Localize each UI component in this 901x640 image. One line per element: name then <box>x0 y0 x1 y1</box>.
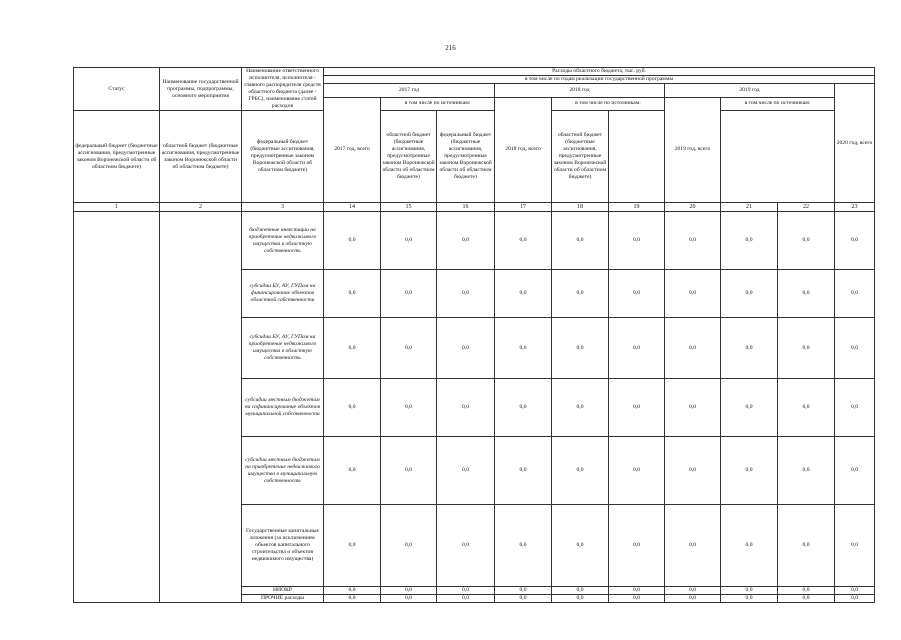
header-total-2020: 2020 год, всего <box>835 84 875 203</box>
row-value: 0,0 <box>437 437 495 505</box>
row-value: 0,0 <box>324 437 381 505</box>
table-row <box>74 212 875 270</box>
row-value: 0,0 <box>381 505 437 587</box>
row-value: 0,0 <box>665 595 721 603</box>
col-number: 23 <box>835 203 875 212</box>
row-value: 0,0 <box>721 270 778 318</box>
row-value: 0,0 <box>324 595 381 603</box>
col-number: 17 <box>495 203 552 212</box>
header-sources-2018: в том числе по источникам: <box>552 97 665 111</box>
header-status: Статус <box>74 68 160 111</box>
row-value: 0,0 <box>778 437 835 505</box>
row-value: 0,0 <box>778 270 835 318</box>
row-value: 0,0 <box>437 212 495 270</box>
row-value: 0,0 <box>552 595 609 603</box>
row-value: 0,0 <box>437 270 495 318</box>
row-value: 0,0 <box>495 318 552 379</box>
col-number: 22 <box>778 203 835 212</box>
col-number: 1 <box>74 203 160 212</box>
header-program-name: Наименование государственной программы, подпрограммы, основного мероприятия <box>160 68 242 111</box>
row-value: 0,0 <box>609 587 665 595</box>
row-value: 0,0 <box>609 437 665 505</box>
row-value: 0,0 <box>495 270 552 318</box>
row-value: 0,0 <box>324 318 381 379</box>
col-number: 3 <box>242 203 324 212</box>
row-value: 0,0 <box>778 505 835 587</box>
row-value: 0,0 <box>324 505 381 587</box>
col-number: 19 <box>609 203 665 212</box>
row-label: Государственные капитальные вложения (за исключением объектов капитального строительства и объектов недвижимого имущества) <box>242 505 324 587</box>
header-federal-2019: федеральный бюджет (бюджетные ассигнования, предусмотренные законом Воронежской области об областном бюджете) <box>437 111 495 203</box>
row-label: субсидии БУ, АУ, ГУПам на приобретение недвижимого имущества в областную собственность <box>242 318 324 379</box>
row-label: НИОКР <box>242 587 324 595</box>
budget-table <box>73 67 875 603</box>
row-value: 0,0 <box>381 437 437 505</box>
header-executor-name: Наименование ответственного исполнителя, исполнителя - главного распорядителя средств областного бюджета (далее - ГРБС), наименование статей расходов <box>242 68 324 111</box>
row-value: 0,0 <box>552 212 609 270</box>
row-value: 0,0 <box>835 212 875 270</box>
row-value: 0,0 <box>381 595 437 603</box>
col-number: 15 <box>381 203 437 212</box>
row-value: 0,0 <box>495 379 552 437</box>
row-value: 0,0 <box>721 318 778 379</box>
row-value: 0,0 <box>778 379 835 437</box>
row-value: 0,0 <box>665 587 721 595</box>
row-value: 0,0 <box>552 437 609 505</box>
row-value: 0,0 <box>778 318 835 379</box>
row-value: 0,0 <box>609 318 665 379</box>
col-number: 2 <box>160 203 242 212</box>
row-value: 0,0 <box>437 379 495 437</box>
row-value: 0,0 <box>835 595 875 603</box>
row-value: 0,0 <box>381 379 437 437</box>
row-value: 0,0 <box>835 270 875 318</box>
row-value: 0,0 <box>778 212 835 270</box>
row-value: 0,0 <box>552 379 609 437</box>
row-value: 0,0 <box>835 587 875 595</box>
col-number: 18 <box>552 203 609 212</box>
header-regional-2019: областной бюджет (бюджетные ассигнования, предусмотренные законом Воронежской области об областном бюджете) <box>552 111 609 203</box>
row-value: 0,0 <box>609 505 665 587</box>
col-number: 14 <box>324 203 381 212</box>
row-value: 0,0 <box>324 379 381 437</box>
row-value: 0,0 <box>665 270 721 318</box>
row-value: 0,0 <box>835 379 875 437</box>
row-value: 0,0 <box>324 212 381 270</box>
row-value: 0,0 <box>324 587 381 595</box>
row-value: 0,0 <box>665 505 721 587</box>
row-value: 0,0 <box>495 212 552 270</box>
header-year-2017: 2017 год <box>324 84 495 98</box>
row-value: 0,0 <box>495 587 552 595</box>
header-total-2019: 2019 год, всего <box>665 97 721 203</box>
row-label: бюджетные инвестиции на приобретение недвижимого имущества в областную собственность <box>242 212 324 270</box>
row-label: субсидии местным бюджетам на софинансирование объектов муниципальной собственности <box>242 379 324 437</box>
header-total-2017: 2017 год, всего <box>324 97 381 203</box>
header-expenses-subtitle: в том числе по годам реализации государственной программы <box>324 76 875 84</box>
row-value: 0,0 <box>495 437 552 505</box>
row-value: 0,0 <box>437 587 495 595</box>
row-value: 0,0 <box>437 318 495 379</box>
header-sources-2017: в том числе по источникам: <box>381 97 495 111</box>
row-value: 0,0 <box>721 212 778 270</box>
row-value: 0,0 <box>552 270 609 318</box>
status-cell <box>74 212 160 603</box>
row-value: 0,0 <box>609 379 665 437</box>
header-year-2019: 2019 год <box>665 84 835 98</box>
row-value: 0,0 <box>665 318 721 379</box>
row-value: 0,0 <box>835 318 875 379</box>
row-value: 0,0 <box>721 437 778 505</box>
row-value: 0,0 <box>495 595 552 603</box>
row-value: 0,0 <box>609 270 665 318</box>
header-federal-2018: федеральный бюджет (бюджетные ассигнования, предусмотренные законом Воронежской области об областном бюджете) <box>242 111 324 203</box>
row-value: 0,0 <box>495 505 552 587</box>
row-value: 0,0 <box>552 587 609 595</box>
row-value: 0,0 <box>437 595 495 603</box>
row-value: 0,0 <box>778 587 835 595</box>
row-value: 0,0 <box>665 437 721 505</box>
col-number: 21 <box>721 203 778 212</box>
row-label: субсидии БУ, АУ, ГУПам на финансирование объектов областной собственности <box>242 270 324 318</box>
row-value: 0,0 <box>778 595 835 603</box>
row-value: 0,0 <box>609 595 665 603</box>
header-regional-2017: областной бюджет (бюджетные ассигнования, предусмотренные законом Воронежской области об областном бюджете) <box>160 111 242 203</box>
row-value: 0,0 <box>835 505 875 587</box>
header-expenses-title: Расходы областного бюджета, тыс. руб. <box>324 68 875 76</box>
row-value: 0,0 <box>381 270 437 318</box>
col-number: 16 <box>437 203 495 212</box>
row-value: 0,0 <box>552 505 609 587</box>
header-sources-2019: в том числе по источникам: <box>721 97 835 111</box>
row-value: 0,0 <box>381 318 437 379</box>
row-value: 0,0 <box>665 212 721 270</box>
program-cell <box>160 212 242 603</box>
col-number: 20 <box>665 203 721 212</box>
row-value: 0,0 <box>721 595 778 603</box>
row-value: 0,0 <box>381 212 437 270</box>
row-value: 0,0 <box>609 212 665 270</box>
row-value: 0,0 <box>552 318 609 379</box>
header-regional-2018: областной бюджет (бюджетные ассигнования, предусмотренные законом Воронежской области об областном бюджете) <box>381 111 437 203</box>
row-value: 0,0 <box>721 379 778 437</box>
row-value: 0,0 <box>835 437 875 505</box>
row-label: субсидии местным бюджетам на приобретение недвижимого имущества в муниципальную собственность <box>242 437 324 505</box>
row-value: 0,0 <box>721 587 778 595</box>
row-value: 0,0 <box>381 587 437 595</box>
row-value: 0,0 <box>437 505 495 587</box>
header-total-2018: 2018 год, всего <box>495 97 552 203</box>
row-label: ПРОЧИЕ расходы <box>242 595 324 603</box>
page-number: 216 <box>445 44 456 52</box>
row-value: 0,0 <box>324 270 381 318</box>
row-value: 0,0 <box>721 505 778 587</box>
header-year-2018: 2018 год <box>495 84 665 98</box>
row-value: 0,0 <box>665 379 721 437</box>
header-federal-2017: федеральный бюджет (бюджетные ассигнования, предусмотренные законом Воронежской области об областном бюджете) <box>74 111 160 203</box>
